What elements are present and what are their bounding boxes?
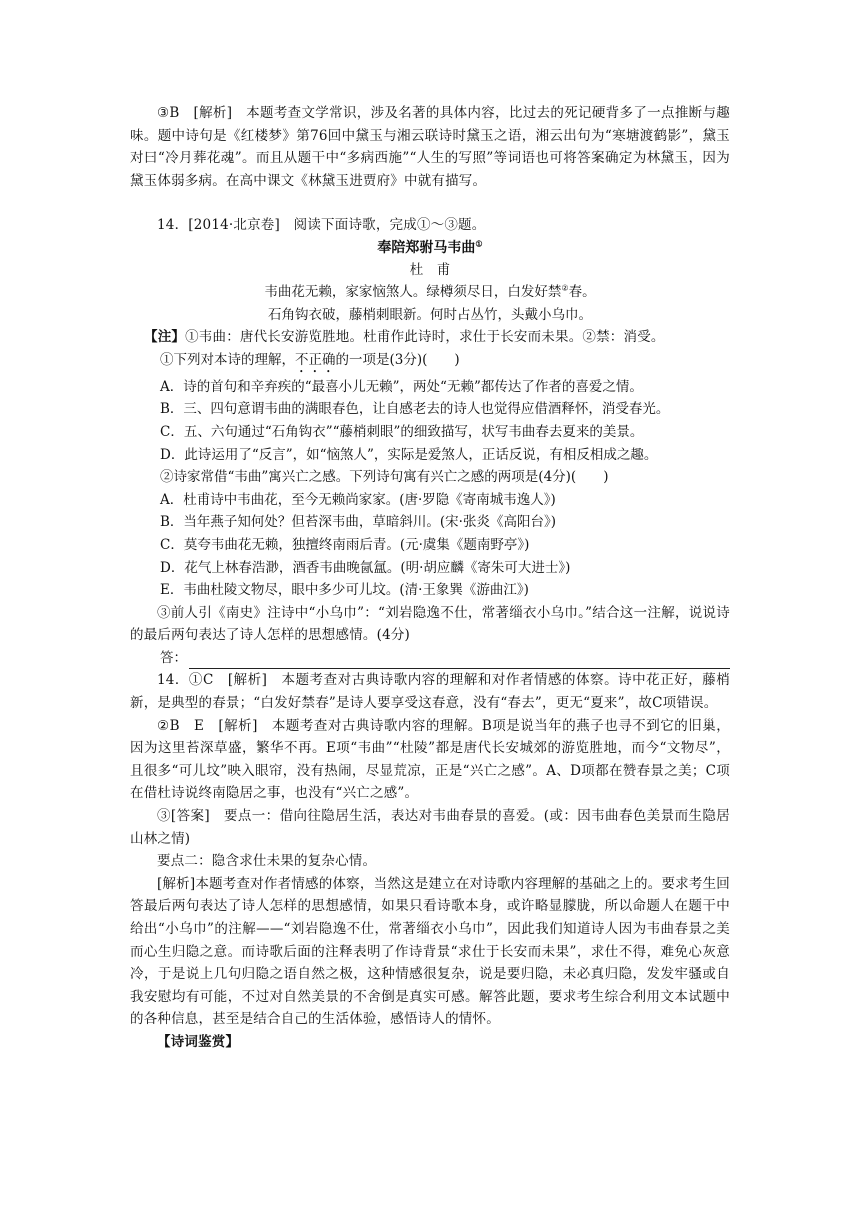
poem-title: 奉陪郑驸马韦曲①: [377, 238, 483, 256]
option-item: A．杜甫诗中韦曲花，至今无赖尚家家。(唐·罗隐《寄南城韦逸人》): [160, 491, 556, 508]
answer-3-point-2: 要点二：隐含求仕未果的复杂心情。: [157, 853, 377, 870]
option-item: B．三、四句意谓韦曲的满眼春色，让自感老去的诗人也觉得应借酒释怀，消受春光。: [160, 401, 670, 418]
document-page: [130, 102, 730, 1054]
option-item: D．此诗运用了“反言”，如“恼煞人”，实际是爱煞人，正话反说，有相反相成之趣。: [160, 446, 658, 463]
poem-author: 杜 甫: [409, 261, 451, 278]
poem-line-2: 石角钩衣破，藤梢刺眼新。何时占丛竹，头戴小乌巾。: [268, 306, 592, 323]
answer-underline: [189, 654, 730, 669]
poem-line-1: 韦曲花无赖，家家恼煞人。绿樽须尽日，白发好禁②春。: [264, 283, 596, 300]
footnote-marker: ②: [561, 283, 569, 293]
option-item: C．五、六句通过“石角钩衣”“藤梢刺眼”的细致描写，状写韦曲春去夏来的美景。: [160, 423, 644, 440]
answer-3: ③[答案] 要点一：借向往隐居生活，表达对韦曲春景的喜爱。(或：因韦曲春色美景而生隐居山林之情): [130, 808, 730, 847]
question-14-header: 14．[2014·北京卷] 阅读下面诗歌，完成①～③题。: [157, 217, 486, 234]
option-item: A．诗的首句和辛弃疾的“最喜小儿无赖”，两处“无赖”都传达了作者的喜爱之情。: [160, 378, 643, 395]
answer-1: 14．①C [解析] 本题考查对古典诗歌内容的理解和对作者情感的体察。诗中花正好，藤梢新，是典型的春景；“白发好禁春”是诗人要享受这春意，没有“春去”，更无“夏来”，故C项错误。: [130, 672, 730, 712]
option-item: D．花气上林春浩渺，酒香韦曲晚氤氲。(明·胡应麟《寄朱可大进士》): [160, 559, 571, 576]
answer-2: ②B E [解析] 本题考查对古典诗歌内容的理解。B项是说当年的燕子也寻不到它的旧巢，因为这里苔深草盛，繁华不再。E项“韦曲”“杜陵”都是唐代长安城郊的游览胜地，而今“文物尽”，且很多“可儿坟”映入眼帘，没有热闹，尽显荒凉，正是“兴亡之感”。A、D项都在赞春景之美；C项在借杜诗说终南隐居之事，也没有“兴亡之感”。: [130, 717, 730, 802]
sub-question-3: ③前人引《南史》注诗中“小乌巾”：“刘岩隐逸不仕，常著缁衣小乌巾。”结合这一注解，说说诗的最后两句表达了诗人怎样的思想感情。(4分): [130, 604, 730, 644]
poem-notes: 【注】①韦曲：唐代长安游览胜地。杜甫作此诗时，求仕于长安而未果。②禁：消受。: [144, 329, 665, 346]
option-item: B．当年燕子知何处？但苔深韦曲，草暗斜川。(宋·张炎《高阳台》): [160, 514, 556, 531]
footnote-marker: ①: [475, 238, 483, 249]
answer-blank: 答：: [130, 647, 730, 670]
sub-question-2: ②诗家常借“韦曲”寓兴亡之感。下列诗句寓有兴亡之感的两项是(4分)( ): [160, 469, 609, 486]
option-item: E．韦曲杜陵文物尽，眼中多少可儿坟。(清·王象巽《游曲江》): [160, 582, 529, 599]
answer-3-analysis: [解析]本题考查对作者情感的体察，当然这是建立在对诗歌内容理解的基础之上的。要求考生回答最后两句表达了诗人怎样的思想感情，如果只看诗歌本身，或许略显朦胧，所以命题人在题干中给出“小乌巾”的注解——“刘岩隐逸不仕，常著缁衣小乌巾”，因此我们知道诗人因为韦曲春景之美而心生归隐之意。而诗歌后面的注释表明了作诗背景“求仕于长安而未果”，求仕不得，难免心灰意冷，于是说上几句归隐之语自然之极，这种情感很复杂，说是要归隐，未必真归隐，发发牢骚或自我安慰均有可能，不过对自然美景的不舍倒是真实可感。解答此题，要求考生综合利用文本试题中的各种信息，甚至是结合自己的生活体验，感悟诗人的情怀。: [130, 875, 730, 1028]
option-item: C．莫夸韦曲花无赖，独擅终南雨后青。(元·虞集《题南野亭》): [160, 536, 530, 553]
section-heading: 【诗词鉴赏】: [157, 1033, 240, 1050]
previous-answer-paragraph: ③B [解析] 本题考查文学常识，涉及名著的具体内容，比过去的死记硬背多了一点推断与趣味。题中诗句是《红楼梦》第76回中黛玉与湘云联诗时黛玉之语，湘云出句为“寒塘渡鹤影”，黛玉对曰“冷月葬花魂”。而且从题干中“多病西施”“人生的写照”等词语也可将答案确定为林黛玉，因为黛玉体弱多病。在高中课文《林黛玉进贾府》中就有描写。: [130, 105, 730, 189]
sub-question-1: ①下列对本诗的理解，不正确的一项是(3分)( ): [160, 351, 460, 368]
